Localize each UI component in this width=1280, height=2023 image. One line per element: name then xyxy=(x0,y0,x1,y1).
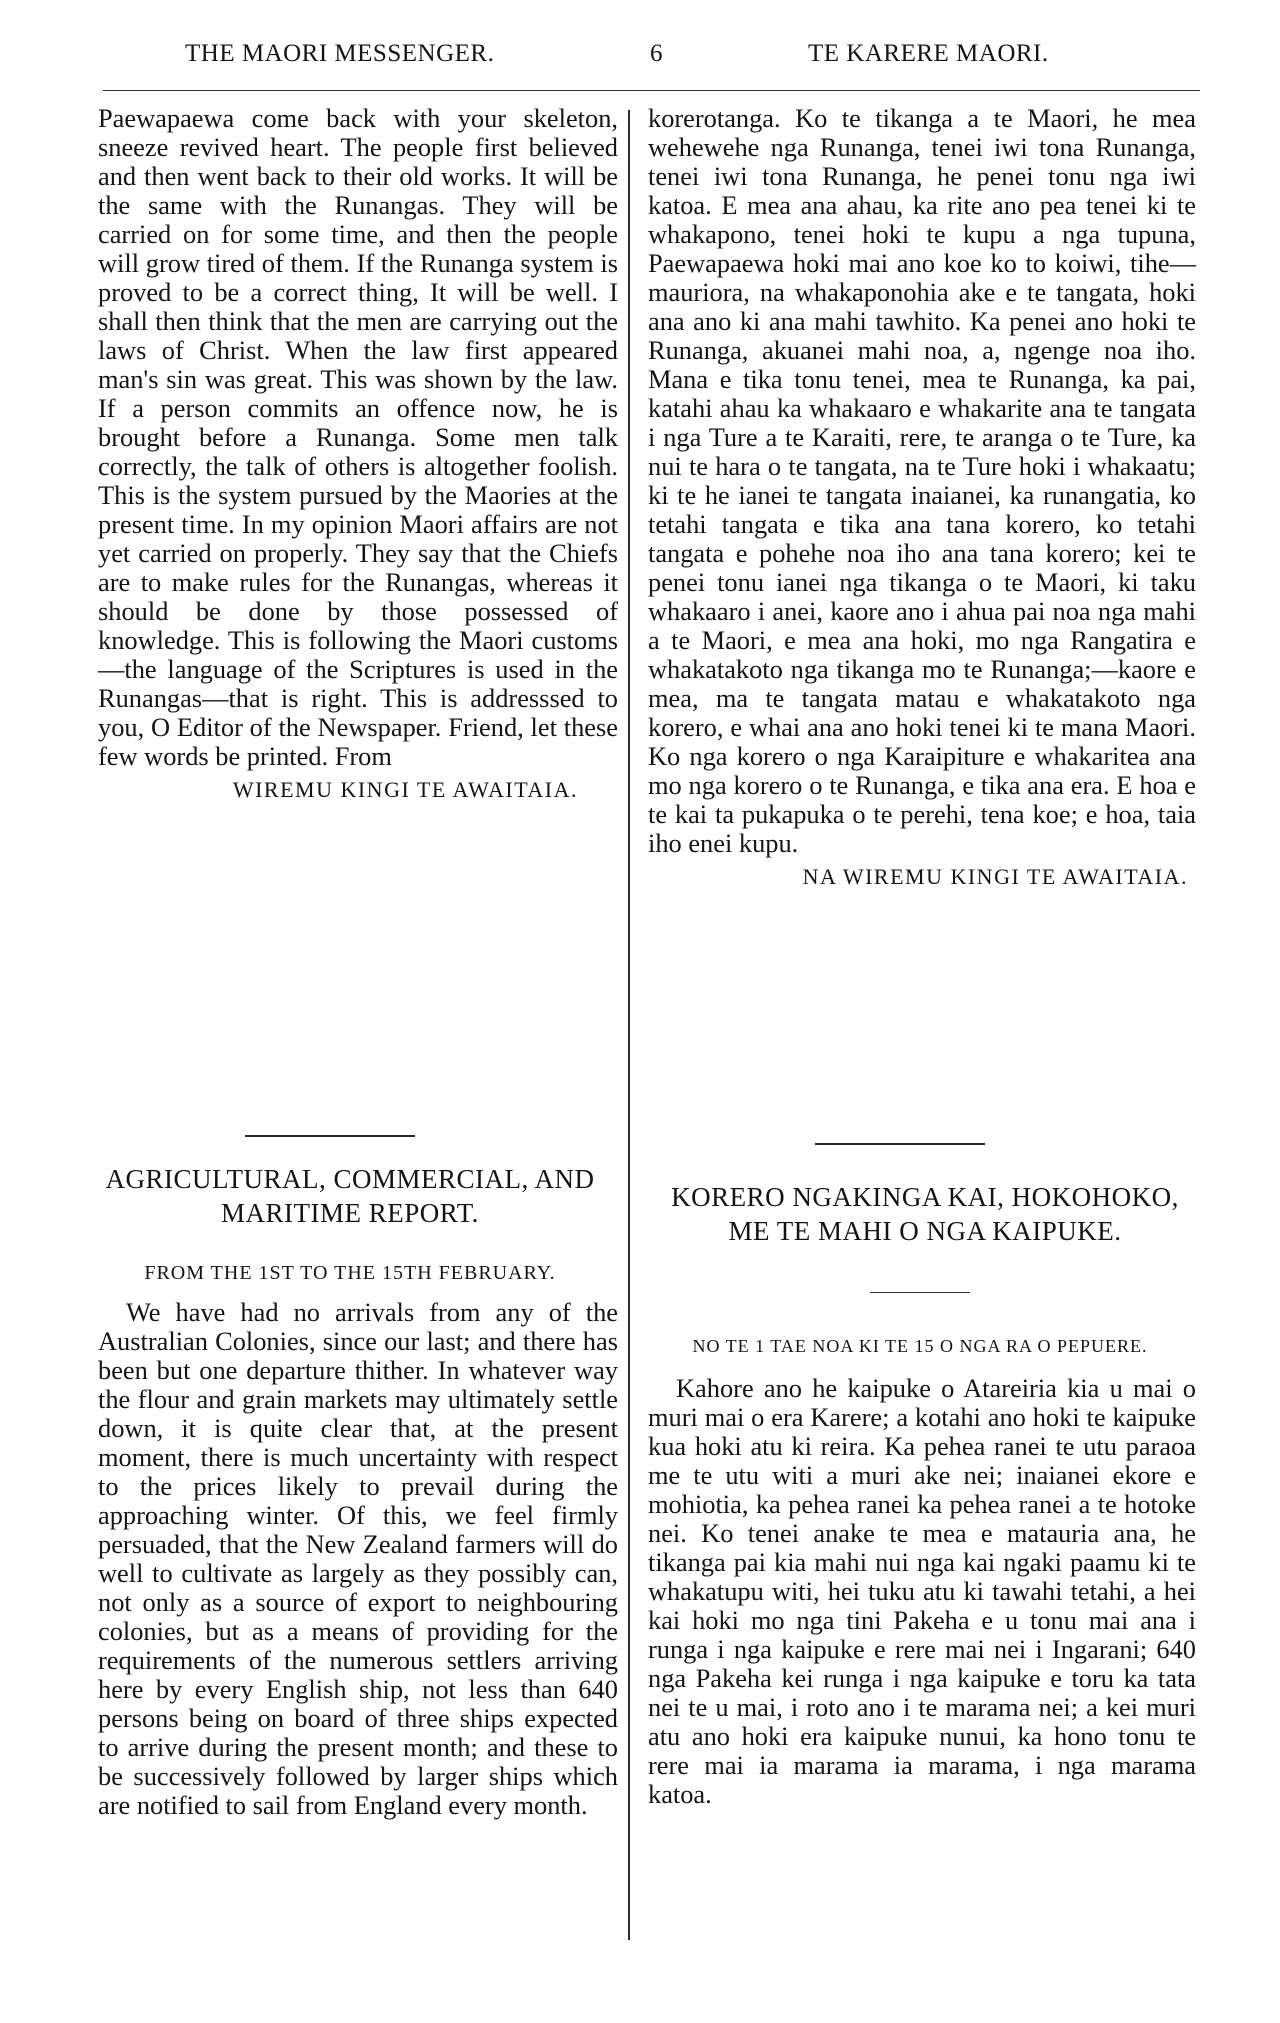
report-maori-title-line2: ME TE MAHI O NGA KAIPUKE. xyxy=(728,1216,1122,1246)
column-divider xyxy=(628,110,630,1940)
letter-english-signature: WIREMU KINGI TE AWAITAIA. xyxy=(232,777,578,802)
report-english-title-line2: MARITIME REPORT. xyxy=(221,1198,479,1228)
header-maori-title: TE KARERE MAORI. xyxy=(808,40,1049,67)
page-number: 6 xyxy=(650,40,663,67)
letter-english xyxy=(98,104,618,804)
letter-english-body: Paewapaewa come back with your skeleton, sneeze revived heart. The people first believed and then went back to their old works. It will be the same with the Runangas. They will be carried on for some time, and then the people will grow tired of them. If the Runanga system is proved to be a correct thing, It will be well. I shall then think that the men are carrying out the laws of Christ. When the law first appeared man's sin was great. This was shown by the law. If a person commits an offence now, he is brought before a Runanga. Some men talk correctly, the talk of others is altogether foolish. This is the system pursued by the Maories at the present time. In my opinion Maori affairs are not yet carried on properly. They say that the Chiefs are to make rules for the Runangas, whereas it should be done by those possessed of knowledge. This is following the Maori customs—the language of the Scriptures is used in the Runangas—that is right. This is addresssed to you, O Editor of the Newspaper. Friend, let these few words be printed. From xyxy=(98,103,618,771)
section-rule-left xyxy=(245,1135,415,1137)
header-rule xyxy=(103,90,1200,91)
letter-maori-body: korerotanga. Ko te tikanga a te Maori, he mea wehewehe nga Runanga, tenei iwi tona Runanga, tenei iwi tona Runanga, he penei tonu nga iwi katoa. E mea ana ahau, ka rite ano pea tenei ki te whakapono, tenei hoki te kupu a nga tupuna, Paewapaewa hoki mai ano koe ko to koiwi, tihe—mauriora, na whakaponohia ake e te tangata, hoki ana ano ki ana mahi tawhito. Ka penei ano hoki te Runanga, akuanei mahi noa, a, ngenge noa iho. Mana e tika tonu tenei, mea te Runanga, ka pai, katahi ahau ka whakaaro e whakarite ana te tangata i nga Ture a te Karaiti, rere, te aranga o te Ture, ka nui te hara o te tangata, na te Ture hoki i whakaatu; ki te he ianei te tangata inaianei, ka runangatia, ko tetahi tangata e tika ana tana korero, ko tetahi tangata e pohehe noa iho ana tana korero; kei te penei tonu ianei nga tikanga o te Maori, ki taku whakaaro i anei, kaore ano i ahua pai noa nga mahi a te Maori, e mea ana hoki, mo nga Rangatira e whakatakoto nga tikanga mo te Runanga;—kaore e mea, ma te tangata matau e whakatakoto nga korero, e whai ana ano hoki tenei ki te mana Maori. Ko nga korero o nga Karaipiture e whakaritea ana mo nga korero o te Runanga, e tika ana era. E hoa e te kai ta pukapuka o te perehi, tena koe; e hoa, taia iho enei kupu. xyxy=(648,103,1196,858)
header-english-title: THE MAORI MESSENGER. xyxy=(185,40,495,67)
page-header xyxy=(0,40,1280,86)
report-english-title-line1: AGRICULTURAL, COMMERCIAL, AND xyxy=(105,1164,595,1194)
section-rule-right xyxy=(815,1143,985,1145)
letter-maori-signature: NA WIREMU KINGI TE AWAITAIA. xyxy=(802,864,1188,889)
report-english-body: We have had no arrivals from any of the Australian Colonies, since our last; and there has been but one departure thither. In whatever way the flour and grain markets may ultimately settle down, it is quite clear that, at the present moment, there is much uncertainty with respect to the prices likely to prevail during the approaching winter. Of this, we feel firmly persuaded, that the New Zealand farmers will do well to cultivate as largely as they possibly can, not only as a source of export to neighbouring colonies, but as a means of providing for the requirements of the numerous settlers arriving here by every English ship, not less than 640 persons being on board of three ships expected to arrive during the present month; and these to be successively followed by larger ships which are notified to sail from England every month. xyxy=(98,1297,618,1820)
report-english-title xyxy=(70,1162,630,1230)
report-maori-title-line1: KORERO NGAKINGA KAI, HOKOHOKO, xyxy=(671,1182,1179,1212)
report-maori-body: Kahore ano he kaipuke o Atareiria kia u mai o muri mai o era Karere; a kotahi ano hoki te kaipuke kua hoki atu ki reira. Ka pehea ranei te utu paraoa me te utu witi a muri ake nei; inaianei ekore e mohiotia, ka pehea ranei ka pehea ranei a te hotoke nei. Ko tenei anake te mea e matauria ana, he tikanga pai kia mahi nui nga kai ngaki paamu ki te whakatupu witi, hei tuku atu ki tawahi tetahi, a hei kai hoki mo nga tini Pakeha e u tonu mai ana i runga i nga kaipuke e rere mai nei i Ingarani; 640 nga Pakeha kei runga i nga kaipuke e toru ka tata nei te u mai, i roto ano i te marama nei; a kei muri atu ano hoki era kaipuke nunui, ka hono tonu te rere mai ia marama ia marama, i nga marama katoa. xyxy=(648,1373,1196,1809)
report-english xyxy=(98,1298,618,1820)
report-maori-date-line: NO TE 1 TAE NOA KI TE 15 O NGA RA O PEPUERE. xyxy=(692,1336,1148,1356)
report-maori-title xyxy=(640,1180,1210,1248)
report-english-date-line: FROM THE 1ST TO THE 15TH FEBRUARY. xyxy=(144,1262,556,1284)
letter-maori xyxy=(648,104,1196,891)
report-maori xyxy=(648,1374,1196,1809)
report-maori-title-rule xyxy=(870,1292,970,1293)
